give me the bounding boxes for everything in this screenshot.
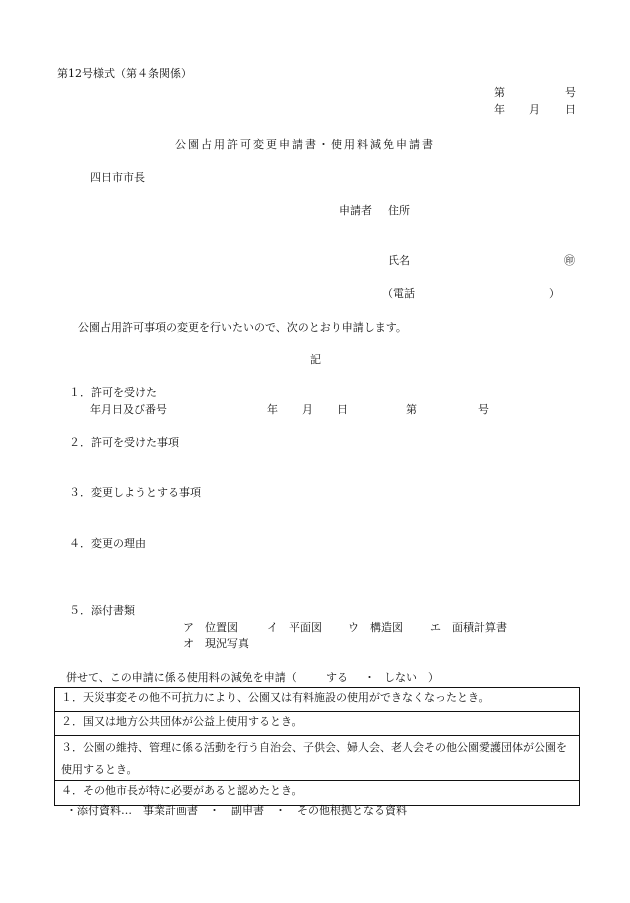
item4: ４．変更の理由 [69, 537, 146, 550]
doc-date-month: 月 [529, 103, 540, 116]
item1-line1: １．許可を受けた [69, 386, 157, 399]
footer-note: ・添付資料… 事業計画書 ・ 副申書 ・ その他根拠となる資料 [66, 804, 407, 817]
page-title: 公園占用許可変更申請書・使用料減免申請書 [175, 138, 435, 151]
addressee: 四日市市長 [90, 171, 145, 184]
applicant-name-label: 氏名 [388, 254, 410, 267]
item2: ２．許可を受けた事項 [69, 436, 179, 449]
item1-day: 日 [337, 403, 348, 416]
item3: ３．変更しようとする事項 [69, 486, 201, 499]
attachment-e: エ 面積計算書 [430, 621, 507, 634]
item1-go: 号 [478, 403, 489, 416]
doc-date-year: 年 [494, 103, 505, 116]
attachment-a: ア 位置図 [183, 621, 238, 634]
condition-row: ４．その他市長が特に必要があると認めたとき。 [61, 784, 303, 797]
reduction-prefix: 併せて、この申請に係る使用料の減免を申請（ [66, 671, 297, 684]
attachment-u: ウ 構造図 [348, 621, 403, 634]
seal-mark: ㊞ [564, 254, 575, 267]
form-label: 第12号様式（第４条関係） [57, 67, 192, 80]
intro-text: 公園占用許可事項の変更を行いたいので、次のとおり申請します。 [78, 321, 407, 334]
item1-dai: 第 [406, 403, 417, 416]
reduction-suffix: ） [428, 671, 439, 684]
item1-year: 年 [267, 403, 278, 416]
applicant-label: 申請者 [339, 204, 372, 217]
phone-open: （電話 [382, 287, 415, 300]
reduction-option-no[interactable]: しない [384, 671, 417, 684]
item5: ５．添付書類 [69, 604, 135, 617]
doc-number-go: 号 [565, 86, 576, 99]
doc-date-day: 日 [565, 103, 576, 116]
attachment-i: イ 平面図 [267, 621, 322, 634]
ki-label: 記 [310, 353, 321, 366]
item1-line2: 年月日及び番号 [90, 403, 167, 416]
attachment-o: オ 現況写真 [183, 637, 249, 650]
condition-row: １．天災事変その他不可抗力により、公園又は有料施設の使用ができなくなったとき。 [55, 688, 579, 712]
doc-number-dai: 第 [494, 86, 505, 99]
reduction-separator: ・ [364, 671, 375, 684]
reduction-conditions-table [54, 687, 580, 806]
item1-month: 月 [302, 403, 313, 416]
condition-row: ２．国又は地方公共団体が公益上使用するとき。 [55, 712, 579, 736]
condition-row: ３．公園の維持、管理に係る活動を行う自治会、子供会、婦人会、老人会その他公園愛護団体が公園を使用するとき。 [55, 736, 579, 781]
phone-close: ） [549, 287, 560, 300]
applicant-address-label: 住所 [388, 204, 410, 217]
reduction-option-yes[interactable]: する [326, 671, 348, 684]
